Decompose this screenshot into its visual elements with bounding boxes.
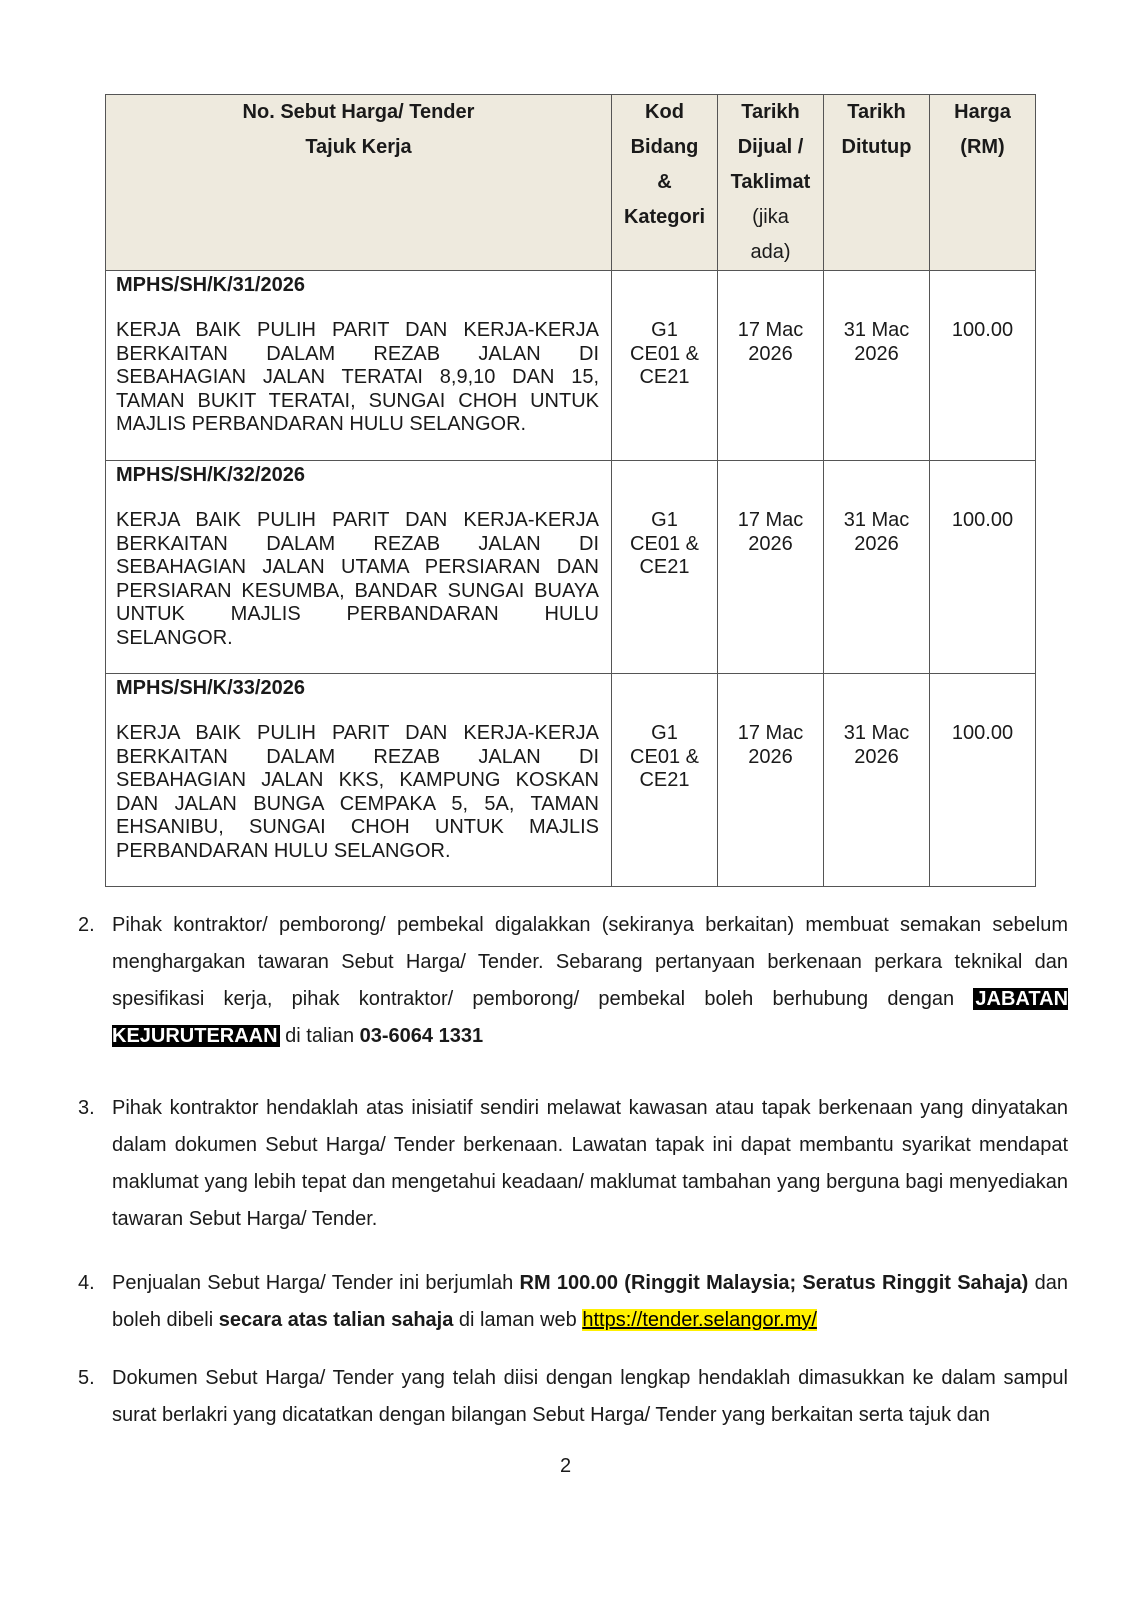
work-line: BERKAITAN DALAM REZAB JALAN DI [116, 745, 599, 768]
paragraph-body [112, 1265, 1068, 1339]
paragraph-number: 2. [78, 914, 95, 936]
work-line: EHSANIBU, SUNGAI CHOH UNTUK MAJLIS [116, 816, 599, 838]
title-cell [106, 271, 612, 461]
header-price [930, 95, 1036, 271]
work-line: KERJA BAIK PULIH PARIT DAN KERJA-KERJA [116, 722, 599, 744]
paragraph-body [112, 907, 1068, 1055]
sold-date-cell: 17 Mac 2026 [718, 271, 824, 461]
header-code-text: Kod Bidang & Kategori [623, 101, 706, 228]
code-cell: G1 CE01 & CE21 [612, 271, 718, 461]
paragraph-text: di talian [279, 1025, 360, 1047]
paragraph-2 [78, 907, 1068, 1055]
header-sold-text: Tarikh Dijual / Taklimat [730, 101, 811, 193]
table-row [106, 271, 1036, 461]
paragraph-text: Pihak kontraktor/ pemborong/ pembekal digalakkan (sekiranya berkaitan) membuat semakan sebelum menghargakan tawaran Sebut Harga/ Tender. Sebarang pertanyaan berkenaan perkara teknikal dan spesifikasi kerja, pihak kontraktor/ pemborong/ pembekal boleh berhubung dengan [112, 914, 1068, 1010]
work-line: PERSIARAN KESUMBA, BANDAR SUNGAI BUAYA [116, 579, 599, 602]
header-title [106, 95, 612, 271]
code-cell: G1 CE01 & CE21 [612, 461, 718, 674]
closed-date-cell: 31 Mac 2026 [824, 461, 930, 674]
tender-table [105, 94, 1036, 887]
tender-website-link[interactable]: https://tender.selangor.my/ [582, 1309, 817, 1331]
header-title-line2: Tajuk Kerja [305, 136, 412, 158]
header-sold [718, 95, 824, 271]
work-line: SEBAHAGIAN JALAN KKS, KAMPUNG KOSKAN [116, 769, 599, 791]
work-line: SEBAHAGIAN JALAN UTAMA PERSIARAN DAN [116, 556, 599, 578]
price-amount: RM 100.00 (Ringgit Malaysia; Seratus Ringgit Sahaja) [519, 1272, 1029, 1294]
work-line: KERJA BAIK PULIH PARIT DAN KERJA-KERJA [116, 319, 599, 341]
work-line: KERJA BAIK PULIH PARIT DAN KERJA-KERJA [116, 509, 599, 531]
work-line: BERKAITAN DALAM REZAB JALAN DI [116, 532, 599, 555]
sold-date-cell: 17 Mac 2026 [718, 461, 824, 674]
paragraph-text: di laman web [453, 1309, 583, 1331]
paragraph-4 [78, 1265, 1068, 1339]
paragraph-number: 3. [78, 1097, 95, 1119]
code-cell: G1 CE01 & CE21 [612, 674, 718, 887]
paragraph-number: 4. [78, 1272, 95, 1294]
table-row [106, 461, 1036, 674]
paragraph-number: 5. [78, 1367, 95, 1389]
title-cell [106, 674, 612, 887]
online-only: secara atas talian sahaja [218, 1309, 454, 1331]
work-line-last: SELANGOR. [116, 626, 233, 649]
work-line: UNTUK MAJLIS PERBANDARAN HULU [116, 603, 599, 625]
closed-date-cell: 31 Mac 2026 [824, 271, 930, 461]
header-price-text: Harga (RM) [954, 101, 1011, 158]
header-sold-note: (jika ada) [750, 206, 791, 263]
sold-date-cell: 17 Mac 2026 [718, 674, 824, 887]
page-number: 2 [559, 1455, 572, 1477]
paragraph-text: dan boleh dibeli [112, 1272, 1068, 1331]
work-line: TAMAN BUKIT TERATAI, SUNGAI CHOH UNTUK [116, 389, 599, 412]
tender-ref: MPHS/SH/K/31/2026 [116, 274, 305, 296]
tender-ref: MPHS/SH/K/32/2026 [116, 464, 305, 486]
header-title-line1: No. Sebut Harga/ Tender [242, 101, 475, 123]
paragraph-body: Pihak kontraktor hendaklah atas inisiatif sendiri melawat kawasan atau tapak berkenaan yang dinyatakan dalam dokumen Sebut Harga/ Tender berkenaan. Lawatan tapak ini dapat membantu syarikat mendapat maklumat yang lebih tepat dan mengetahui keadaan/ maklumat tambahan yang berguna bagi menyediakan tawaran Sebut Harga/ Tender. [112, 1097, 1068, 1230]
paragraph-5 [78, 1360, 1068, 1434]
header-closed-text: Tarikh Ditutup [841, 101, 912, 158]
work-line-last: PERBANDARAN HULU SELANGOR. [116, 839, 451, 862]
table-row [106, 674, 1036, 887]
table-header-row [106, 95, 1036, 271]
work-line: DAN JALAN BUNGA CEMPAKA 5, 5A, TAMAN [116, 792, 599, 815]
work-line-last: MAJLIS PERBANDARAN HULU SELANGOR. [116, 413, 527, 435]
price-cell: 100.00 [930, 674, 1036, 887]
paragraph-3 [78, 1090, 1068, 1238]
price-cell: 100.00 [930, 271, 1036, 461]
title-cell [106, 461, 612, 674]
header-closed [824, 95, 930, 271]
header-code [612, 95, 718, 271]
paragraph-body: Dokumen Sebut Harga/ Tender yang telah diisi dengan lengkap hendaklah dimasukkan ke dalam sampul surat berlakri yang dicatatkan dengan bilangan Sebut Harga/ Tender yang berkaitan serta tajuk dan [112, 1367, 1068, 1426]
phone-number: 03-6064 1331 [359, 1025, 484, 1047]
price-cell: 100.00 [930, 461, 1036, 674]
department-highlight: JABATAN KEJURUTERAAN [112, 988, 1069, 1047]
work-line: BERKAITAN DALAM REZAB JALAN DI [116, 342, 599, 365]
tender-ref: MPHS/SH/K/33/2026 [116, 677, 305, 699]
closed-date-cell: 31 Mac 2026 [824, 674, 930, 887]
work-line: SEBAHAGIAN JALAN TERATAI 8,9,10 DAN 15, [116, 366, 599, 388]
paragraph-text: Penjualan Sebut Harga/ Tender ini berjumlah [112, 1272, 520, 1294]
